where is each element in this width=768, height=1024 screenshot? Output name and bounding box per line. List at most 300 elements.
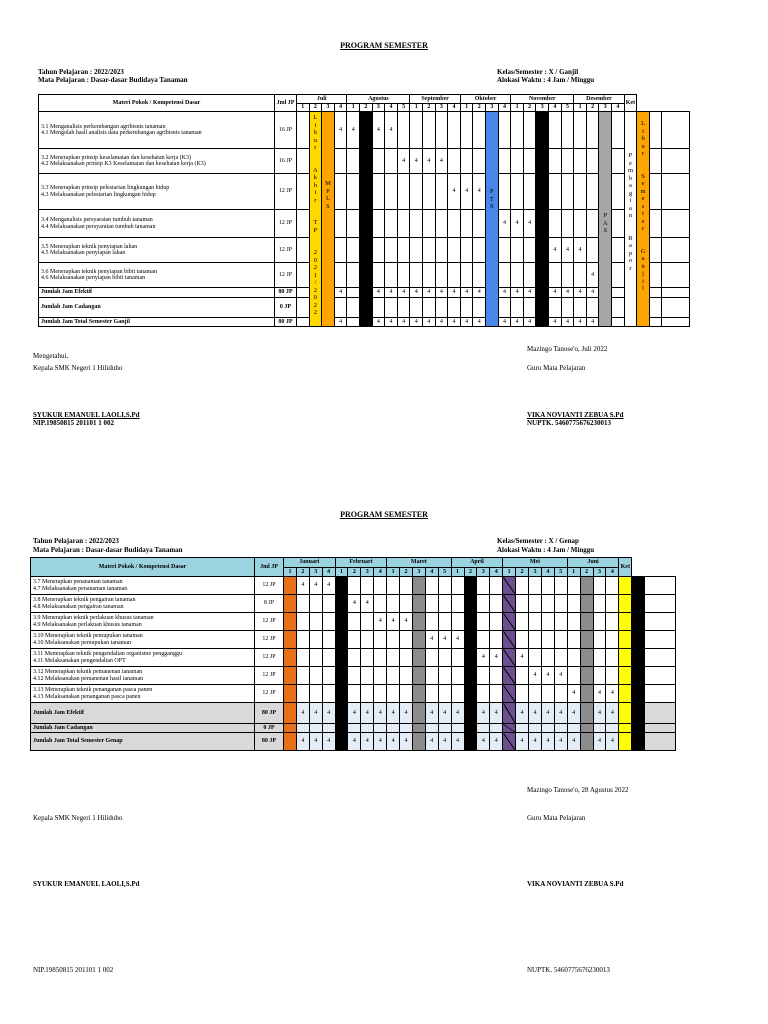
table-row (39, 238, 690, 263)
week-cell: 4 (561, 318, 574, 327)
week-cell: 4 (477, 649, 490, 667)
week-cell: 4 (410, 318, 423, 327)
week-cell (297, 210, 310, 238)
week-cell (511, 149, 524, 174)
week-cell: 4 (477, 733, 490, 751)
week-cell (335, 613, 348, 631)
week-cell (503, 685, 516, 703)
week-cell (567, 649, 580, 667)
week-cell (477, 685, 490, 703)
week-cell (309, 685, 322, 703)
table-row (31, 667, 676, 685)
week-cell (284, 685, 297, 703)
week-cell (473, 149, 486, 174)
s1-month-0: Juli (297, 95, 347, 104)
week-cell (503, 667, 516, 685)
summary-row (31, 733, 676, 751)
week-cell: 4 (574, 318, 587, 327)
vertical-letter: u (641, 142, 645, 150)
week-cell (361, 613, 374, 631)
week-cell (649, 210, 662, 238)
week-cell (580, 649, 593, 667)
s2-week-number: 2 (580, 568, 593, 577)
week-cell (541, 613, 554, 631)
week-cell (374, 667, 387, 685)
ket-cell (662, 112, 690, 149)
jp-cell: 16 JP (275, 112, 297, 149)
kd-line: 3.3 Menerapkan prinsip pelestarian lingkungan hidup (41, 185, 170, 191)
vertical-letter: 2 (313, 301, 318, 309)
vertical-letter (630, 227, 632, 235)
week-cell (334, 174, 347, 210)
week-cell (347, 210, 360, 238)
week-cell (511, 174, 524, 210)
week-cell: 4 (549, 288, 562, 298)
week-cell (347, 238, 360, 263)
jp-cell: 12 JP (255, 613, 284, 631)
s2-week-number: 4 (490, 568, 503, 577)
week-cell: 4 (372, 112, 385, 149)
week-cell (561, 263, 574, 288)
week-cell (451, 595, 464, 613)
week-cell (435, 210, 448, 238)
week-cell (460, 210, 473, 238)
kd-line: 4.10 Melaksanakan pemupukan tanaman (33, 639, 131, 646)
s2-week-number: 2 (296, 568, 309, 577)
week-cell (619, 703, 632, 724)
week-cell: 4 (425, 733, 438, 751)
week-cell: 4 (451, 631, 464, 649)
jp-cell: 16 JP (275, 149, 297, 174)
s2-week-number: 1 (335, 568, 348, 577)
week-cell: 4 (348, 703, 361, 724)
week-cell (400, 667, 413, 685)
week-cell: 4 (410, 288, 423, 298)
vertical-letter: g (628, 189, 633, 197)
vertical-letter: e (641, 195, 645, 202)
week-cell: 4 (334, 288, 347, 298)
vertical-letter: L (325, 195, 330, 202)
week-cell (619, 595, 632, 613)
week-cell (397, 238, 410, 263)
vertical-letter: r (641, 150, 645, 157)
week-cell (309, 631, 322, 649)
kd-line: 4.9 Melaksanakan perlakuan khusus tanaman (33, 621, 142, 628)
week-cell (619, 724, 632, 733)
week-cell (410, 210, 423, 238)
week-cell (448, 149, 461, 174)
week-cell (425, 613, 438, 631)
vertical-letter: h (313, 181, 318, 189)
week-cell (460, 263, 473, 288)
materi-cell (31, 595, 255, 613)
week-cell (387, 724, 400, 733)
week-cell (334, 149, 347, 174)
week-cell (580, 577, 593, 595)
week-cell (503, 595, 516, 613)
week-cell (567, 631, 580, 649)
s1-week-number: 5 (397, 104, 410, 112)
week-cell (448, 112, 461, 149)
week-cell (619, 613, 632, 631)
week-cell: 4 (460, 288, 473, 298)
week-cell (464, 733, 477, 751)
summary-row (39, 318, 690, 327)
week-cell (438, 649, 451, 667)
s2-week-number: 1 (387, 568, 400, 577)
week-cell (536, 174, 549, 210)
week-cell (511, 298, 524, 318)
vertical-letter: P (490, 188, 494, 195)
week-cell (451, 724, 464, 733)
week-cell (334, 238, 347, 263)
kd-line: 4.8 Melaksanakan pengairan tanaman (33, 603, 124, 610)
s1-week-number: 2 (473, 104, 486, 112)
week-cell (451, 649, 464, 667)
s1-mengetahui: Mengetahui, (33, 352, 69, 360)
week-cell (322, 724, 335, 733)
week-cell (632, 631, 645, 649)
vertical-letter: e (641, 180, 645, 187)
kd-line: 3.7 Menerapkan penanaman tanaman (33, 579, 123, 585)
week-cell (296, 595, 309, 613)
week-cell (387, 685, 400, 703)
vertical-letter: i (314, 189, 317, 196)
vertical-letter: G (640, 247, 646, 255)
s2-semester-table (30, 557, 676, 751)
week-cell (360, 318, 373, 327)
week-cell (554, 595, 567, 613)
week-cell (586, 149, 599, 174)
week-cell (374, 649, 387, 667)
week-cell (309, 595, 322, 613)
kd-line: 4.12 Melaksanakan pemanenan hasil tanaman (33, 675, 144, 682)
week-cell: 4 (322, 703, 335, 724)
week-cell (593, 724, 606, 733)
week-cell (309, 724, 322, 733)
vertical-letter (315, 204, 317, 212)
ket-cell (662, 238, 690, 263)
week-cell (490, 631, 503, 649)
week-cell (561, 210, 574, 238)
week-cell (503, 577, 516, 595)
s1-week-number: 4 (334, 104, 347, 112)
s1-week-number: 3 (536, 104, 549, 112)
week-cell (567, 595, 580, 613)
week-cell (649, 263, 662, 288)
libur-semester-column (637, 112, 650, 327)
week-cell (511, 112, 524, 149)
week-cell (387, 667, 400, 685)
week-cell (348, 649, 361, 667)
vertical-letter: 2 (313, 249, 318, 256)
s1-week-number: 3 (322, 104, 335, 112)
vertical-letter: m (627, 167, 633, 174)
s2-week-number: 4 (374, 568, 387, 577)
week-cell (574, 174, 587, 210)
week-cell (464, 703, 477, 724)
week-cell (397, 210, 410, 238)
vertical-letter: i (642, 277, 644, 285)
week-cell (374, 577, 387, 595)
week-cell (438, 685, 451, 703)
week-cell (397, 298, 410, 318)
materi-cell (31, 667, 255, 685)
ket-cell (662, 174, 690, 210)
week-cell: 4 (516, 733, 529, 751)
s2-guru-nuptk: NUPTK. 5460775676230013 (527, 966, 610, 974)
week-cell (360, 263, 373, 288)
table-row (31, 613, 676, 631)
jp-cell: 12 JP (255, 685, 284, 703)
s2-month-3: April (451, 558, 503, 568)
week-cell (473, 238, 486, 263)
s1-tahun: Tahun Pelajaran : 2022/2023 (38, 68, 124, 76)
week-cell (360, 112, 373, 149)
week-cell (385, 174, 398, 210)
table-row (31, 595, 676, 613)
s2-week-number: 3 (477, 568, 490, 577)
materi-cell (31, 649, 255, 667)
week-cell (464, 613, 477, 631)
ket-cell (645, 667, 676, 685)
week-cell (536, 149, 549, 174)
week-cell: 4 (348, 733, 361, 751)
kd-line: 4.4 Melaksanakan persyaratan tumbuh tanaman (41, 223, 156, 230)
week-cell (586, 112, 599, 149)
summary-label: Jumlah Jam Cadangan (39, 298, 275, 318)
vertical-letter: b (628, 174, 633, 182)
week-cell (612, 238, 625, 263)
week-cell (387, 631, 400, 649)
week-cell (335, 733, 348, 751)
jp-cell: 12 JP (255, 577, 284, 595)
week-cell (400, 631, 413, 649)
vertical-letter: a (629, 242, 632, 249)
vertical-letter: P (326, 187, 330, 195)
week-cell: 4 (511, 288, 524, 298)
week-cell: 4 (296, 733, 309, 751)
s2-week-number: 4 (322, 568, 335, 577)
week-cell (322, 667, 335, 685)
week-cell (400, 685, 413, 703)
week-cell (322, 613, 335, 631)
week-cell (606, 667, 619, 685)
week-cell (632, 577, 645, 595)
vertical-letter: P (313, 226, 318, 234)
week-cell (438, 595, 451, 613)
vertical-letter (315, 152, 317, 160)
vertical-letter: m (640, 187, 646, 195)
jp-cell: 0 JP (275, 298, 297, 318)
week-cell (412, 667, 425, 685)
week-cell: 4 (593, 685, 606, 703)
week-cell (541, 649, 554, 667)
week-cell (460, 298, 473, 318)
week-cell (554, 724, 567, 733)
week-cell (360, 210, 373, 238)
week-cell (632, 733, 645, 751)
week-cell: 4 (554, 733, 567, 751)
week-cell (410, 174, 423, 210)
kd-line: 4.5 Melaksanakan penyiapan lahan (41, 250, 126, 256)
week-cell: 4 (561, 238, 574, 263)
week-cell: 4 (387, 613, 400, 631)
s1-month-3: Oktober (460, 95, 510, 104)
week-cell (549, 263, 562, 288)
week-cell: 4 (410, 149, 423, 174)
s1-place-date: Mazingo Tanose'o, Juli 2022 (527, 345, 608, 353)
week-cell (348, 667, 361, 685)
week-cell (490, 613, 503, 631)
week-cell (490, 667, 503, 685)
week-cell (632, 703, 645, 724)
s1-month-1: Agustus (347, 95, 410, 104)
week-cell (649, 238, 662, 263)
week-cell (297, 263, 310, 288)
week-cell: 4 (460, 174, 473, 210)
vertical-letter: j (642, 270, 644, 277)
week-cell (412, 613, 425, 631)
week-cell (412, 733, 425, 751)
vertical-letter (642, 240, 644, 248)
week-cell (503, 724, 516, 733)
week-cell (606, 613, 619, 631)
week-cell (612, 298, 625, 318)
week-cell (612, 263, 625, 288)
week-cell (580, 595, 593, 613)
table-row (31, 649, 676, 667)
kd-line: 4.3 Melaksanakan pelestarian lingkungan hidup (41, 191, 156, 198)
week-cell: 4 (361, 733, 374, 751)
kd-line: 4.6 Melaksanakan penyiapan bibit tanaman (41, 275, 146, 281)
week-cell: 4 (438, 733, 451, 751)
kd-line: 4.11 Melaksanakan pengendalian OPT (33, 657, 126, 664)
s2-week-number: 3 (412, 568, 425, 577)
week-cell (632, 595, 645, 613)
vertical-letter (315, 234, 317, 242)
week-cell (296, 631, 309, 649)
week-cell: 4 (400, 703, 413, 724)
week-cell: 4 (554, 667, 567, 685)
week-cell (561, 174, 574, 210)
libur-akhir-tp-column (309, 112, 322, 327)
kd-line: 3.5 Menerapkan teknik penyiapan lahan (41, 243, 138, 250)
week-cell: 4 (387, 703, 400, 724)
vertical-letter: 0 (313, 294, 318, 301)
week-cell (284, 703, 297, 724)
week-cell: 4 (374, 733, 387, 751)
s1-week-number: 1 (297, 104, 310, 112)
week-cell (400, 649, 413, 667)
week-cell: 4 (448, 288, 461, 298)
week-cell (322, 595, 335, 613)
vertical-letter: n (628, 212, 633, 219)
week-cell (335, 577, 348, 595)
week-cell (425, 577, 438, 595)
week-cell: 4 (425, 631, 438, 649)
vertical-letter: p (628, 249, 633, 257)
week-cell (593, 649, 606, 667)
week-cell: 4 (334, 318, 347, 327)
s2-place-date: Mazingo Tanose'o, 28 Agustus 2022 (527, 786, 629, 794)
week-cell (529, 595, 542, 613)
table-row (39, 263, 690, 288)
week-cell: 4 (435, 318, 448, 327)
week-cell (586, 238, 599, 263)
week-cell (412, 685, 425, 703)
week-cell (490, 577, 503, 595)
kd-line: 4.1 Mengolah hasil analisis data perkembangan agribisnis tanaman (41, 130, 202, 136)
jp-cell: 80 JP (275, 288, 297, 298)
week-cell (464, 631, 477, 649)
week-cell (619, 577, 632, 595)
week-cell (477, 577, 490, 595)
s1-title: PROGRAM SEMESTER (340, 41, 428, 50)
week-cell (541, 685, 554, 703)
materi-cell (39, 112, 275, 149)
week-cell: 4 (498, 318, 511, 327)
s2-mapel: Mata Pelajaran : Dasar-dasar Budidaya Tanaman (33, 546, 183, 554)
week-cell (360, 174, 373, 210)
week-cell (372, 238, 385, 263)
s1-week-number: 2 (423, 104, 436, 112)
kd-line: 3.10 Menerapkan teknik pemupukan tanaman (33, 633, 143, 639)
s2-guru-title: Guru Mata Pelajaran (527, 814, 586, 822)
s2-head-ket: Ket (619, 558, 632, 577)
week-cell (284, 733, 297, 751)
vertical-letter: r (629, 264, 632, 272)
s1-kepala-name: SYUKUR EMANUEL LAOLI,S.Pd (33, 411, 140, 419)
week-cell: 4 (498, 210, 511, 238)
vertical-letter: b (313, 129, 318, 136)
week-cell (503, 631, 516, 649)
week-cell (385, 263, 398, 288)
week-cell: 4 (523, 210, 536, 238)
week-cell: 4 (541, 667, 554, 685)
week-cell (529, 685, 542, 703)
week-cell (473, 263, 486, 288)
week-cell: 4 (523, 318, 536, 327)
ket-cell (645, 703, 676, 724)
s1-week-number: 3 (372, 104, 385, 112)
week-cell (347, 298, 360, 318)
week-cell (334, 298, 347, 318)
week-cell (412, 703, 425, 724)
summary-row (31, 724, 676, 733)
vertical-letter: a (629, 182, 632, 189)
s1-head-ket: Ket (624, 95, 637, 112)
jp-cell: 80 JP (275, 318, 297, 327)
week-cell (425, 649, 438, 667)
vertical-letter: i (642, 127, 644, 135)
pembagian-rapor-column (624, 112, 637, 327)
materi-cell (31, 613, 255, 631)
week-cell (529, 613, 542, 631)
vertical-letter: e (629, 159, 632, 167)
s2-month-5: Juni (567, 558, 619, 568)
week-cell: 4 (385, 288, 398, 298)
week-cell (425, 667, 438, 685)
week-cell: 4 (490, 649, 503, 667)
week-cell (400, 577, 413, 595)
week-cell: 4 (385, 112, 398, 149)
week-cell (561, 298, 574, 318)
ket-cell (645, 733, 676, 751)
week-cell (387, 595, 400, 613)
week-cell (335, 667, 348, 685)
week-cell (523, 174, 536, 210)
